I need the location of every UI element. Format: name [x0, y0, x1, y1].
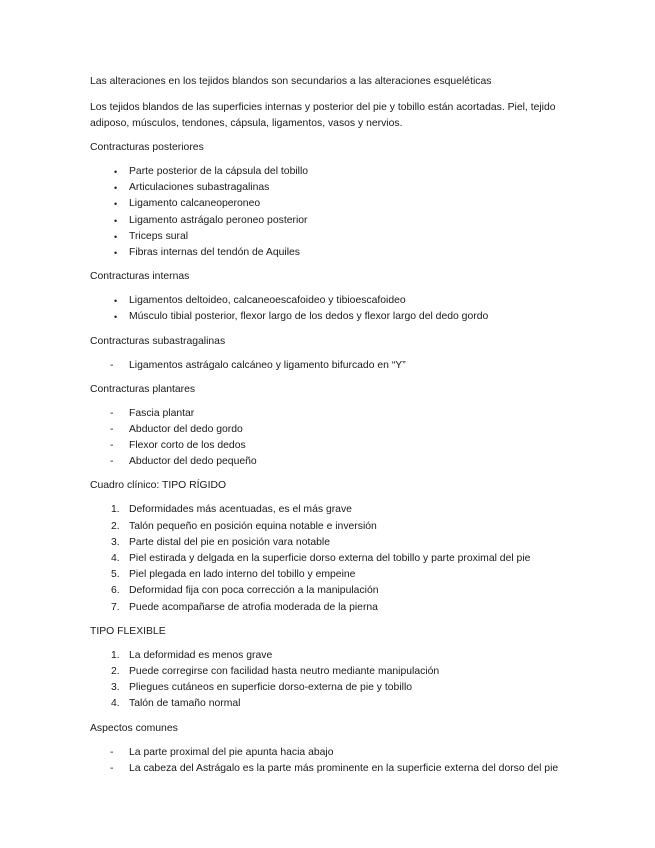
list-item: • Ligamento astrágalo peroneo posterior	[90, 213, 590, 229]
soft-tissue-paragraph: Los tejidos blandos de las superficies internas y posterior del pie y tobillo están acortadas. Piel, tejido adiposo, músculos, tendones, cápsula, ligamentos, vasos y nervios.	[90, 102, 556, 129]
list-contracturas-plantares	[90, 406, 590, 471]
heading-aspectos-comunes: Aspectos comunes	[90, 722, 178, 734]
bullet-marker: •	[114, 296, 118, 307]
intro-paragraph: Las alteraciones en los tejidos blandos son secundarios a las alteraciones esqueléticas	[90, 76, 492, 87]
dash-marker: -	[110, 762, 114, 774]
heading-contracturas-posteriores: Contracturas posteriores	[90, 142, 204, 153]
number-marker: 1.	[111, 504, 120, 516]
number-marker: 2.	[111, 665, 120, 677]
list-item: 2. Talón pequeño en posición equina notable e inversión	[90, 519, 590, 535]
dash-marker: -	[110, 359, 114, 371]
bullet-marker: •	[114, 312, 118, 323]
heading-contracturas-plantares: Contracturas plantares	[90, 383, 196, 395]
list-contracturas-posteriores	[90, 164, 590, 261]
list-item: 7. Puede acompañarse de atrofia moderada de la pierna	[90, 600, 590, 616]
list-item: 4. Piel estirada y delgada en la superficie dorso externa del tobillo y parte proximal del pie	[90, 551, 590, 567]
list-item: - Abductor del dedo gordo	[90, 422, 590, 438]
number-marker: 3.	[111, 536, 120, 548]
heading-contracturas-subastragalinas: Contracturas subastragalinas	[90, 335, 226, 347]
list-contracturas-internas	[90, 293, 590, 325]
number-marker: 5.	[111, 569, 120, 581]
list-item: 1. La deformidad es menos grave	[90, 648, 590, 664]
list-item: • Articulaciones subastragalinas	[90, 180, 590, 196]
list-item: • Fibras internas del tendón de Aquiles	[90, 245, 590, 261]
number-marker: 6.	[111, 585, 120, 597]
list-item: - La cabeza del Astrágalo es la parte más prominente en la superficie externa del dorso del pie	[90, 761, 590, 777]
heading-tipo-flexible: TIPO FLEXIBLE	[90, 625, 166, 637]
bullet-marker: •	[114, 215, 118, 226]
list-item: - Flexor corto de los dedos	[90, 438, 590, 454]
dash-marker: -	[110, 456, 114, 468]
list-tipo-rigido	[90, 502, 590, 615]
bullet-marker: •	[114, 199, 118, 210]
list-item: - La parte proximal del pie apunta hacia abajo	[90, 745, 590, 761]
number-marker: 2.	[111, 520, 120, 532]
list-item: • Triceps sural	[90, 229, 590, 245]
bullet-marker: •	[114, 247, 118, 258]
dash-marker: -	[110, 746, 114, 758]
number-marker: 7.	[111, 601, 120, 613]
list-item: 3. Pliegues cutáneos en superficie dorso-externa de pie y tobillo	[90, 680, 590, 696]
list-item: • Ligamento calcaneoperoneo	[90, 196, 590, 212]
list-item: 4. Talón de tamaño normal	[90, 696, 590, 712]
list-item: • Músculo tibial posterior, flexor largo de los dedos y flexor largo del dedo gordo	[90, 309, 590, 325]
list-item: 5. Piel plegada en lado interno del tobillo y empeine	[90, 567, 590, 583]
list-item: - Abductor del dedo pequeño	[90, 454, 590, 470]
list-item: 3. Parte distal del pie en posición vara notable	[90, 535, 590, 551]
list-item: 2. Puede corregirse con facilidad hasta neutro mediante manipulación	[90, 664, 590, 680]
list-item: - Fascia plantar	[90, 406, 590, 422]
dash-marker: -	[110, 423, 114, 435]
document-body	[90, 74, 590, 785]
dash-marker: -	[110, 440, 114, 452]
bullet-marker: •	[114, 231, 118, 242]
list-item: 6. Deformidad fija con poca corrección a la manipulación	[90, 583, 590, 599]
list-contracturas-subastragalinas	[90, 358, 590, 374]
list-item: - Ligamentos astrágalo calcáneo y ligamento bifurcado en “Y”	[90, 358, 590, 374]
list-aspectos-comunes	[90, 745, 590, 777]
list-item: • Ligamentos deltoideo, calcaneoescafoideo y tibioescafoideo	[90, 293, 590, 309]
dash-marker: -	[110, 407, 114, 419]
list-tipo-flexible	[90, 648, 590, 713]
heading-tipo-rigido: Cuadro clínico: TIPO RÍGIDO	[90, 480, 227, 492]
list-item: • Parte posterior de la cápsula del tobillo	[90, 164, 590, 180]
number-marker: 3.	[111, 682, 120, 694]
number-marker: 4.	[111, 553, 120, 564]
heading-contracturas-internas: Contracturas internas	[90, 271, 190, 283]
bullet-marker: •	[114, 167, 118, 177]
bullet-marker: •	[114, 183, 118, 194]
number-marker: 1.	[111, 649, 120, 661]
number-marker: 4.	[111, 698, 120, 710]
list-item: 1. Deformidades más acentuadas, es el más grave	[90, 502, 590, 518]
